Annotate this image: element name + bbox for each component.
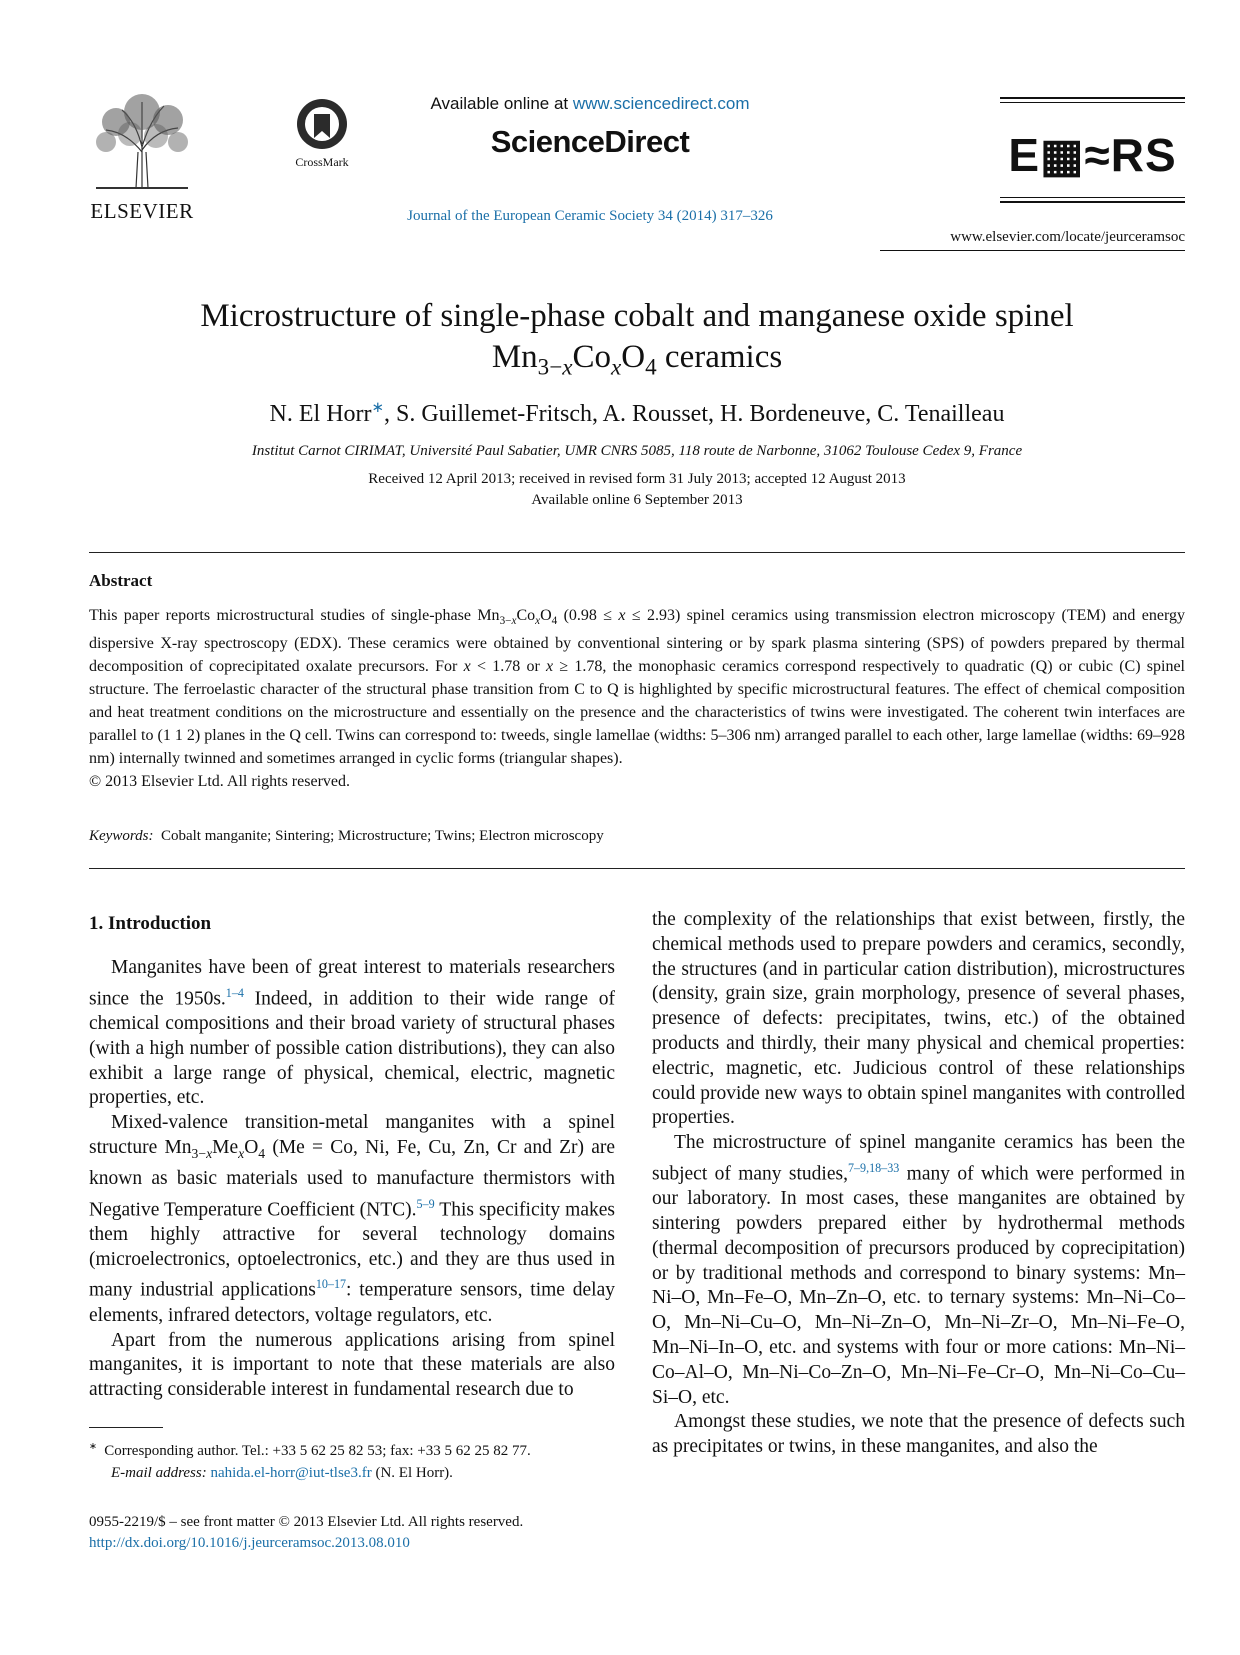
paragraph: Amongst these studies, we note that the presence of defects such as precipitates or twins, in these manganites, and also the bbox=[652, 1411, 1185, 1458]
ecers-rule-bottom2 bbox=[1000, 201, 1185, 203]
received-dates: Received 12 April 2013; received in revised form 31 July 2013; accepted 12 August 2013 bbox=[368, 471, 906, 487]
keywords bbox=[89, 828, 604, 845]
doi-link[interactable]: http://dx.doi.org/10.1016/j.jeurceramsoc.2013.08.010 bbox=[89, 1535, 410, 1551]
author-rest: , S. Guillemet-Fritsch, A. Rousset, H. Bordeneuve, C. Tenailleau bbox=[383, 401, 1005, 427]
paragraph: Manganites have been of great interest to materials researchers since the 1950s.$^{1-4}$ Indeed, in addition to their wide range of chemical compositions and their broad variety of structural phases (with a high number of possible cation distributions), they can also exhibit a large range of physical, chemical, electric, magnetic properties, etc. bbox=[89, 957, 616, 1109]
keywords-label: Keywords: bbox=[89, 828, 154, 844]
ecers-rule-top2 bbox=[1000, 102, 1185, 103]
crossmark-logo[interactable] bbox=[282, 96, 362, 170]
crossmark-label: CrossMark bbox=[295, 155, 349, 169]
abstract-heading: Abstract bbox=[89, 571, 153, 590]
footnote-rule bbox=[89, 1427, 163, 1428]
available-prefix: Available online at bbox=[430, 94, 573, 113]
journal-homepage-url[interactable]: www.elsevier.com/locate/jeurceramsoc bbox=[950, 229, 1185, 245]
elsevier-wordmark: ELSEVIER bbox=[90, 199, 194, 223]
paragraph: Apart from the numerous applications arising from spinel manganites, it is important to note that these materials are also attracting considerable interest in fundamental research due to bbox=[89, 1329, 615, 1401]
front-matter bbox=[89, 1512, 523, 1554]
header-rule bbox=[880, 250, 1185, 251]
article-title bbox=[89, 296, 1185, 388]
title-line-1: Microstructure of single-phase cobalt and manganese oxide spinel bbox=[200, 298, 1074, 334]
email-tail: (N. El Horr). bbox=[371, 1465, 453, 1481]
title-line-2: $Mn_{3-x}Co_xO_4$ ceramics bbox=[491, 339, 783, 380]
elsevier-tree-icon bbox=[86, 92, 198, 192]
available-online-date: Available online 6 September 2013 bbox=[531, 492, 743, 508]
authors bbox=[89, 398, 1185, 428]
intro-heading: 1. Introduction bbox=[89, 913, 212, 934]
elsevier-logo bbox=[86, 92, 198, 223]
abstract-body: This paper reports microstructural studies of single-phase $Mn_{3-x}Co_xO_4$ (0.98 ≤ x ≤ 2.93) spinel ceramics using transmission electron microscopy (TEM) and energy dispersive X-ray spectroscopy (EDX). These ceramics were obtained by conventional sintering or by spark plasma sintering (SPS) of powders prepared by thermal decomposition of coprecipitated oxalate precursors. For x < 1.78 or x ≥ 1.78, the monophasic ceramics correspond respectively to quadratic (Q) or cubic (C) spinel structure. The ferroelastic character of the structural phase transition from C to Q is highlighted by specific microstructural features. The effect of chemical composition and heat treatment conditions on the microstructure and essentially on the presence and the characteristics of twins were investigated. The coherent twin interfaces are parallel to (1 1 2) planes in the Q cell. Twins can correspond to: tweeds, single lamellae (widths: 5–306 nm) arranged parallel to each other, large lamellae (widths: 69–928 nm) internally twinned and sometimes arranged in cyclic forms (triangular shapes). © 2013 Elsevier Ltd. All rights reserved. bbox=[89, 605, 1185, 793]
sciencedirect-wordmark: ScienceDirect bbox=[490, 124, 690, 159]
sciencedirect-link[interactable]: www.sciencedirect.com bbox=[572, 94, 750, 113]
issn-line: 0955-2219/$ – see front matter © 2013 Elsevier Ltd. All rights reserved. bbox=[89, 1514, 524, 1530]
keywords-text: Cobalt manganite; Sintering; Microstructure; Twins; Electron microscopy bbox=[160, 828, 604, 844]
author-first: N. El Horr bbox=[269, 401, 372, 427]
right-column-text bbox=[652, 908, 1185, 1460]
corresponding-mark[interactable]: ∗ bbox=[371, 400, 384, 416]
paragraph: The microstructure of spinel manganite ceramics has been the subject of many studies,$^{7-9,18-33}$ many of which were performed in our laboratory. In most cases, these manganites are obtained by sintering powders prepared either by hydrothermal methods (thermal decomposition of precursors produced by coprecipitation) or by traditional methods and correspond to binary systems: Mn–Ni–O, Mn–Fe–O, Mn–Zn–O, etc. to ternary systems: Mn–Ni–Co–O, Mn–Ni–Cu–O, Mn–Ni–Zn–O, Mn–Ni–Zr–O, Mn–Ni–Fe–O, Mn–Ni–In–O, etc. and systems with four or more cations: Mn–Ni–Co–Al–O, Mn–Ni–Co–Zn–O, Mn–Ni–Fe–Cr–O, Mn–Ni–Co–Cu–Si–O, etc. bbox=[652, 1132, 1185, 1408]
journal-reference[interactable]: Journal of the European Ceramic Society 34 (2014) 317–326 bbox=[407, 208, 773, 224]
paragraph: the complexity of the relationships that exist between, firstly, the chemical methods used to prepare powders and ceramics, secondly, the structures (and in particular cation distribution), microstructures (density, grain size, grain morphology, presence of several phases, presence of defects: precipitates, twins, etc.) of the obtained products and thirdly, their many physical and chemical properties: electric, magnetic, etc. Judicious control of these relationships could provide new ways to obtain spinel manganites with controlled properties. bbox=[652, 909, 1185, 1129]
email-label: E-mail address: bbox=[111, 1465, 207, 1481]
paragraph: Mixed-valence transition-metal manganites with a spinel structure $Mn_{3-x}Me_xO_4$ (Me = Co, Ni, Fe, Cu, Zn, Cr and Zr) are known as basic materials used to manufacture thermistors with Negative Temperature Coefficient (NTC).$^{5-9}$ This specificity makes them highly attractive for several technology domains (microelectronics, optoelectronics, etc.) and they are thus used in many industrial applications$^{10-17}$: temperature sensors, time delay elements, infrared detectors, voltage regulators, etc. bbox=[89, 1112, 615, 1326]
ecers-rule-bottom bbox=[1000, 197, 1185, 198]
footnote-corr-text: Corresponding author. Tel.: +33 5 62 25 82 53; fax: +33 5 62 25 82 77. bbox=[104, 1443, 531, 1459]
keywords-bottom-rule bbox=[89, 868, 1185, 869]
abstract-top-rule bbox=[89, 552, 1185, 553]
left-column-text bbox=[89, 956, 615, 1403]
ecers-logo: E▦≈RS bbox=[1008, 129, 1177, 181]
affiliation: Institut Carnot CIRIMAT, Université Paul Sabatier, UMR CNRS 5085, 118 route de Narbonne, 31062 Toulouse Cedex 9, France bbox=[251, 443, 1023, 459]
crossmark-icon bbox=[294, 96, 350, 152]
footnote bbox=[89, 1436, 615, 1484]
footnote-corresponding: ∗ Corresponding author. Tel.: +33 5 62 25 82 53; fax: +33 5 62 25 82 77. bbox=[89, 1442, 531, 1459]
ecers-rule-top bbox=[1000, 97, 1185, 99]
email-link[interactable]: nahida.el-horr@iut-tlse3.fr bbox=[210, 1465, 372, 1481]
available-online bbox=[360, 94, 820, 114]
abstract-copyright: © 2013 Elsevier Ltd. All rights reserved. bbox=[89, 772, 350, 790]
title-line-2-tail: ceramics bbox=[656, 339, 783, 375]
footnote-email bbox=[89, 1462, 615, 1484]
